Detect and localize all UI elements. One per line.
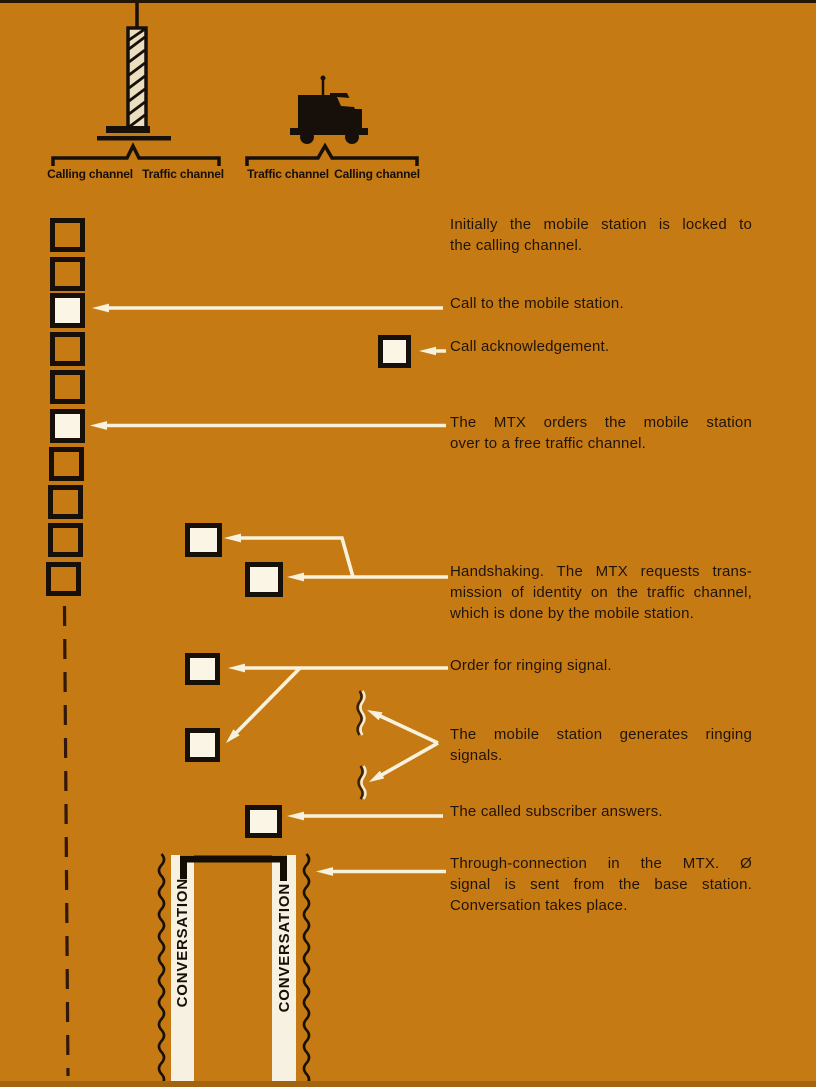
calling-channel-slot xyxy=(48,485,83,519)
arrow-call-acknowledgement xyxy=(419,347,446,355)
ringing-squiggle-icon xyxy=(362,766,366,799)
arrow-ringing-fork-upper xyxy=(367,710,438,743)
signal-square-answer xyxy=(245,805,282,838)
base-station-channel-bracket xyxy=(53,146,219,166)
step-text-order-ringing: Order for ringing signal. xyxy=(450,657,612,674)
step-text-call-to-mobile: Call to the mobile station. xyxy=(450,295,624,312)
truck-icon xyxy=(290,76,368,145)
arrow-handshake-lower xyxy=(287,573,448,582)
conversation-bar-base xyxy=(171,855,194,1081)
signal-square-call xyxy=(50,293,85,328)
signal-square-handshake-base xyxy=(185,523,222,557)
arrow-ringing-fork-lower xyxy=(369,743,438,782)
arrow-order-ringing xyxy=(228,664,448,673)
calling-channel-dashed-line xyxy=(65,606,69,1076)
conversation-label-right: CONVERSATION xyxy=(275,883,293,1013)
step-text-mtx-orders: The MTX orders the mobile station over to a free traffic channel. xyxy=(450,414,752,452)
label-mobile-calling-channel: Calling channel xyxy=(334,167,420,181)
signal-square-mtx-order xyxy=(50,409,85,443)
signal-square-ring-order xyxy=(185,653,220,685)
calling-channel-slot xyxy=(46,562,81,596)
calling-channel-slot xyxy=(48,523,83,557)
step-text-through-connection: Through-connection in the MTX. Ø signal is sent from the base station. Conversation takes place. xyxy=(450,855,752,914)
step-text-generates-ringing: The mobile station generates ringing signals. xyxy=(450,726,752,764)
ringing-squiggle-icon xyxy=(361,691,365,735)
signal-square-call-ack xyxy=(378,335,411,368)
zigzag-line-icon xyxy=(304,854,309,1085)
calling-channel-slot xyxy=(50,332,85,366)
calling-channel-slot xyxy=(49,447,84,481)
radio-tower-icon xyxy=(97,3,171,141)
arrow-subscriber-answers xyxy=(287,812,443,821)
calling-channel-slot xyxy=(50,370,85,404)
ringing-squiggle-icon xyxy=(358,691,362,735)
ringing-squiggle-icon xyxy=(359,766,363,799)
calling-channel-slot xyxy=(50,257,85,291)
arrow-through-connection xyxy=(316,867,446,876)
arrow-ringing-diagonal xyxy=(226,668,300,743)
arrow-mtx-orders xyxy=(90,421,446,430)
step-text-initial-lock: Initially the mobile station is locked to the calling channel. xyxy=(450,216,752,254)
signal-square-ringing xyxy=(185,728,220,762)
page-bottom-edge xyxy=(0,1081,816,1087)
through-connection-bracket xyxy=(184,859,284,881)
calling-channel-slot xyxy=(50,218,85,252)
arrow-handshake-upper xyxy=(224,534,353,577)
zigzag-line-icon xyxy=(159,854,164,1085)
conversation-bar-mobile xyxy=(272,855,296,1081)
label-base-traffic-channel: Traffic channel xyxy=(142,167,224,181)
arrow-call-to-mobile xyxy=(92,304,443,313)
step-text-handshaking: Handshaking. The MTX requests trans- mission of identity on the traffic channel, which is done by the mobile station. xyxy=(450,563,752,622)
label-base-calling-channel: Calling channel xyxy=(47,167,133,181)
label-mobile-traffic-channel: Traffic channel xyxy=(247,167,329,181)
signal-square-handshake-mobile xyxy=(245,562,283,597)
page-top-edge xyxy=(0,0,816,3)
conversation-label-left: CONVERSATION xyxy=(174,878,191,1008)
step-text-call-acknowledgement: Call acknowledgement. xyxy=(450,338,610,355)
mobile-station-channel-bracket xyxy=(247,146,417,166)
step-text-subscriber-answers: The called subscriber answers. xyxy=(450,803,663,820)
